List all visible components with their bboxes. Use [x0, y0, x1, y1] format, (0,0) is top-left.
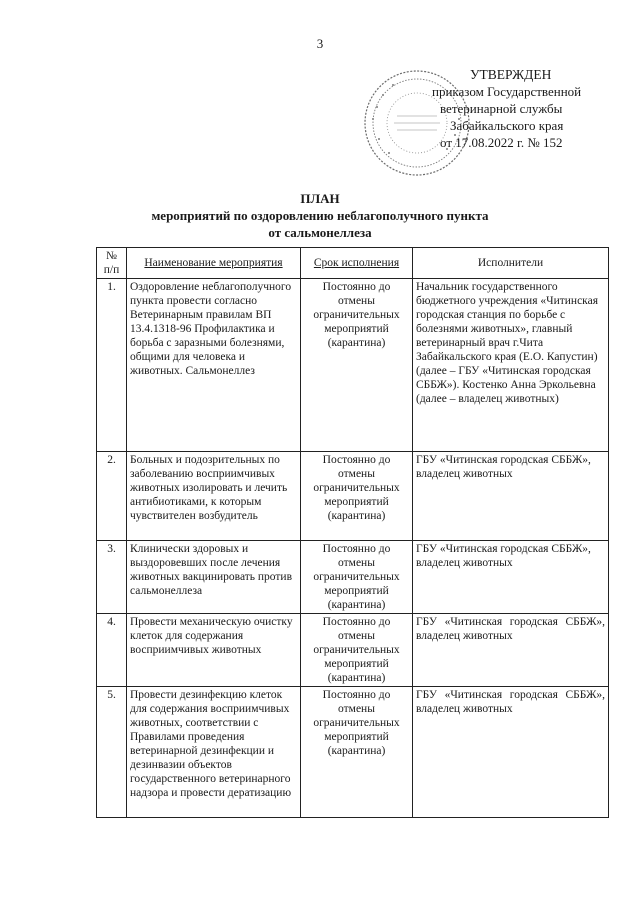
header-num: № п/п	[97, 248, 127, 279]
approval-line: приказом Государственной	[432, 84, 582, 99]
row-term: Постоянно до отмены ограничительных мероприятий (карантина)	[301, 614, 413, 687]
row-activity: Провести дезинфекцию клеток для содержания восприимчивых животных, соответствии с Правилами проведения ветеринарной дезинфекции и дезинвазии объектов государственного ветеринарного надзора и провести дератизацию	[127, 687, 301, 818]
approval-line: ветеринарной службы	[440, 101, 563, 116]
approval-heading: УТВЕРЖДЕН	[470, 67, 552, 82]
table-row	[97, 452, 609, 541]
document-title	[0, 190, 640, 241]
header-name-label: Наименование мероприятия	[144, 257, 283, 269]
row-number: 1.	[97, 279, 127, 452]
row-executors: ГБУ «Читинская городская СББЖ», владелец животных	[413, 614, 609, 687]
table-header-row	[97, 248, 609, 279]
table-row	[97, 279, 609, 452]
approval-date: от 17.08.2022 г. № 152	[440, 135, 563, 150]
title-subject: мероприятий по оздоровлению неблагополучного пункта	[151, 208, 489, 223]
row-activity: Клинически здоровых и выздоровевших после лечения животных вакцинировать против сальмонеллеза	[127, 541, 301, 614]
table-row	[97, 687, 609, 818]
row-term: Постоянно до отмены ограничительных мероприятий (карантина)	[301, 541, 413, 614]
row-activity: Провести механическую очистку клеток для содержания восприимчивых животных	[127, 614, 301, 687]
table-row	[97, 614, 609, 687]
row-executors: Начальник государственного бюджетного учреждения «Читинская городская станция по борьбе с болезнями животных», главный ветеринарный врач г.Чита Забайкальского края (Е.О. Капустин) (далее – ГБУ «Читинская городская СББЖ»). Костенко Анна Эркольевна (далее – владелец животных)	[413, 279, 609, 452]
row-activity: Больных и подозрительных по заболеванию восприимчивых животных изолировать и лечить антибиотиками, к которым чувствителен возбудитель	[127, 452, 301, 541]
row-number: 3.	[97, 541, 127, 614]
page-number: 3	[316, 36, 324, 51]
header-term	[301, 248, 413, 279]
plan-table	[96, 247, 609, 818]
row-term: Постоянно до отмены ограничительных мероприятий (карантина)	[301, 279, 413, 452]
row-activity: Оздоровление неблагополучного пункта провести согласно Ветеринарным правилам ВП 13.4.1318-96 Профилактика и борьба с заразными болезнями, общими для человека и животных. Сальмонеллез	[127, 279, 301, 452]
approval-line: Забайкальского края	[450, 118, 564, 133]
row-term: Постоянно до отмены ограничительных мероприятий (карантина)	[301, 452, 413, 541]
row-executors: ГБУ «Читинская городская СББЖ», владелец животных	[413, 541, 609, 614]
row-number: 4.	[97, 614, 127, 687]
row-executors: ГБУ «Читинская городская СББЖ», владелец животных	[413, 687, 609, 818]
header-term-label: Срок исполнения	[313, 257, 400, 269]
header-executors: Исполнители	[413, 248, 609, 279]
row-term: Постоянно до отмены ограничительных мероприятий (карантина)	[301, 687, 413, 818]
row-executors: ГБУ «Читинская городская СББЖ», владелец животных	[413, 452, 609, 541]
title-disease: от сальмонеллеза	[268, 225, 372, 240]
row-number: 5.	[97, 687, 127, 818]
table-row	[97, 541, 609, 614]
header-name	[127, 248, 301, 279]
row-number: 2.	[97, 452, 127, 541]
approval-block	[420, 66, 620, 151]
title-plan: ПЛАН	[300, 191, 340, 206]
